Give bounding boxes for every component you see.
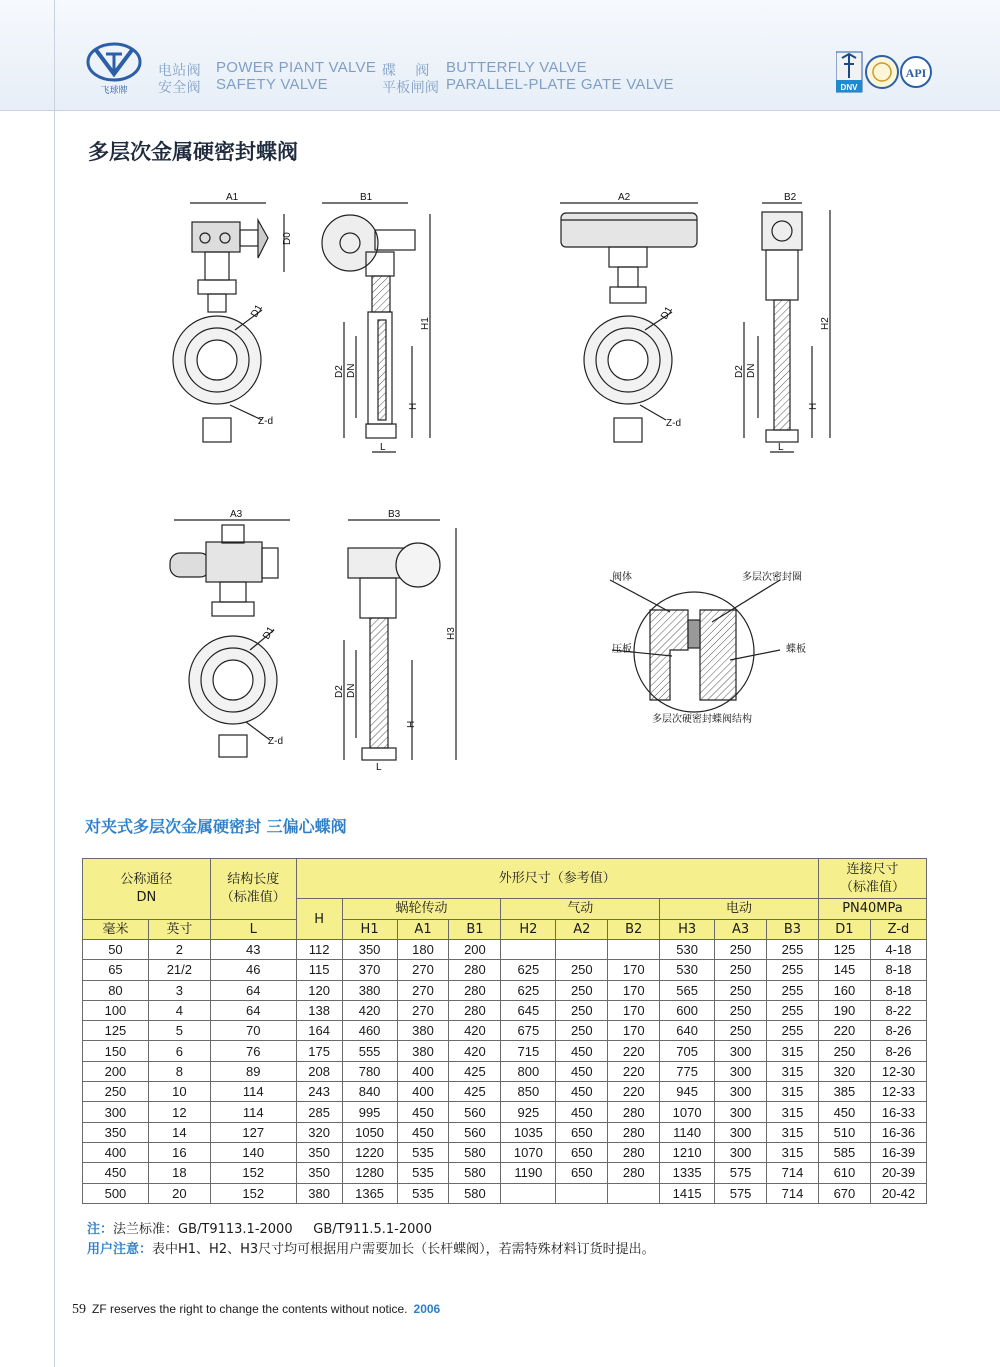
table-cell: 125 xyxy=(818,940,870,960)
table-cell: 580 xyxy=(449,1183,501,1203)
table-cell: 500 xyxy=(83,1183,149,1203)
label-l-pneu: L xyxy=(778,442,784,453)
table-cell: 255 xyxy=(767,1000,819,1020)
table-cell: 8-26 xyxy=(870,1041,926,1061)
label-h1: H1 xyxy=(420,317,431,330)
table-cell: 255 xyxy=(767,960,819,980)
table-cell: 600 xyxy=(660,1000,715,1020)
table-cell: 670 xyxy=(818,1183,870,1203)
label-d1-pneu: D1 xyxy=(659,304,675,322)
label-a2: A2 xyxy=(618,192,631,203)
table-cell: 3 xyxy=(148,980,210,1000)
col-mm: 毫米 xyxy=(83,919,149,940)
table-cell: 138 xyxy=(296,1000,342,1020)
table-cell: 315 xyxy=(767,1082,819,1102)
table-cell: 510 xyxy=(818,1122,870,1142)
label-l-worm: L xyxy=(380,442,386,453)
table-cell: 800 xyxy=(501,1061,556,1081)
table-cell: 250 xyxy=(556,1000,608,1020)
table-cell: 565 xyxy=(660,980,715,1000)
table-cell: 1050 xyxy=(342,1122,397,1142)
detail-label-disc: 蝶板 xyxy=(786,644,806,655)
table-cell: 175 xyxy=(296,1041,342,1061)
table-cell: 945 xyxy=(660,1082,715,1102)
col-h1: H1 xyxy=(342,919,397,940)
table-cell: 560 xyxy=(449,1102,501,1122)
table-cell: 1365 xyxy=(342,1183,397,1203)
table-cell: 250 xyxy=(715,1021,767,1041)
table-cell: 315 xyxy=(767,1102,819,1122)
table-row xyxy=(83,1021,927,1041)
table-cell: 450 xyxy=(397,1102,449,1122)
table-cell: 645 xyxy=(501,1000,556,1020)
detail-label-press: 压板 xyxy=(612,644,632,655)
table-cell: 420 xyxy=(342,1000,397,1020)
label-zd-elec: Z-d xyxy=(268,736,283,747)
table-cell xyxy=(556,940,608,960)
valve-drawings xyxy=(0,180,1000,820)
table-cell: 115 xyxy=(296,960,342,980)
label-zd-pneu: Z-d xyxy=(666,418,681,429)
drawing-pneumatic-front xyxy=(560,203,698,442)
header-worm: 蜗轮传动 xyxy=(342,899,501,920)
label-zd-worm: Z-d xyxy=(258,416,273,427)
table-row xyxy=(83,1102,927,1122)
table-cell: 16-39 xyxy=(870,1142,926,1162)
col-h2: H2 xyxy=(501,919,556,940)
table-cell: 705 xyxy=(660,1041,715,1061)
table-body xyxy=(83,940,927,1204)
table-cell: 150 xyxy=(83,1041,149,1061)
drawing-worm-front xyxy=(173,203,284,442)
table-cell: 64 xyxy=(210,1000,296,1020)
table-row xyxy=(83,1061,927,1081)
table-cell: 450 xyxy=(818,1102,870,1122)
table-cell: 315 xyxy=(767,1122,819,1142)
table-cell: 280 xyxy=(449,980,501,1000)
table-cell: 16-36 xyxy=(870,1122,926,1142)
header-en-safety: SAFETY VALVE xyxy=(216,76,328,93)
col-l: L xyxy=(210,919,296,940)
table-cell: 300 xyxy=(715,1102,767,1122)
table-cell: 243 xyxy=(296,1082,342,1102)
table-cell: 6 xyxy=(148,1041,210,1061)
table-cell: 280 xyxy=(608,1122,660,1142)
table-cell: 370 xyxy=(342,960,397,980)
table-cell: 220 xyxy=(608,1082,660,1102)
table-cell: 65 xyxy=(83,960,149,980)
note-user: 用户注意：表中H1、H2、H3尺寸均可根据用户需要加长（长杆蝶阀），若需特殊材料订货时提出。 xyxy=(87,1242,655,1257)
table-cell: 12-30 xyxy=(870,1061,926,1081)
label-h-pneu: H xyxy=(808,402,819,410)
table-title: 对夹式多层次金属硬密封 三偏心蝶阀 xyxy=(85,817,347,836)
table-cell: 114 xyxy=(210,1082,296,1102)
table-row xyxy=(83,1142,927,1162)
table-cell: 208 xyxy=(296,1061,342,1081)
label-d1-elec: D1 xyxy=(261,624,277,642)
table-cell: 1140 xyxy=(660,1122,715,1142)
table-cell: 420 xyxy=(449,1041,501,1061)
table-row xyxy=(83,940,927,960)
table-cell: 100 xyxy=(83,1000,149,1020)
table-cell: 320 xyxy=(296,1122,342,1142)
table-cell: 114 xyxy=(210,1102,296,1122)
label-d0: D0 xyxy=(282,232,293,245)
table-cell: 650 xyxy=(556,1163,608,1183)
table-cell: 270 xyxy=(397,1000,449,1020)
table-cell: 1190 xyxy=(501,1163,556,1183)
table-cell: 280 xyxy=(608,1142,660,1162)
header-en-gate: PARALLEL-PLATE GATE VALVE xyxy=(446,76,674,93)
table-cell: 460 xyxy=(342,1021,397,1041)
table-cell: 250 xyxy=(715,940,767,960)
cert-dnv: DNV xyxy=(840,83,858,92)
table-row xyxy=(83,1000,927,1020)
table-cell: 1335 xyxy=(660,1163,715,1183)
page-header xyxy=(0,0,1000,111)
company-logo xyxy=(84,40,144,96)
table-cell: 450 xyxy=(397,1122,449,1142)
table-cell: 43 xyxy=(210,940,296,960)
table-cell: 350 xyxy=(296,1142,342,1162)
table-cell: 250 xyxy=(83,1082,149,1102)
table-cell: 250 xyxy=(556,980,608,1000)
table-cell: 350 xyxy=(296,1163,342,1183)
spec-table xyxy=(82,858,927,1204)
table-cell: 12-33 xyxy=(870,1082,926,1102)
table-cell: 270 xyxy=(397,980,449,1000)
table-cell xyxy=(608,940,660,960)
table-cell: 400 xyxy=(397,1061,449,1081)
table-cell: 640 xyxy=(660,1021,715,1041)
table-cell: 650 xyxy=(556,1122,608,1142)
label-h-elec: H xyxy=(406,720,417,728)
table-row xyxy=(83,1082,927,1102)
table-cell: 560 xyxy=(449,1122,501,1142)
table-header-row-3 xyxy=(83,919,927,940)
table-cell: 20 xyxy=(148,1183,210,1203)
label-b3: B3 xyxy=(388,509,401,520)
table-cell: 280 xyxy=(608,1163,660,1183)
table-cell: 580 xyxy=(449,1142,501,1162)
table-cell: 250 xyxy=(556,960,608,980)
table-cell: 16-33 xyxy=(870,1102,926,1122)
table-cell: 152 xyxy=(210,1183,296,1203)
table-cell: 46 xyxy=(210,960,296,980)
table-cell: 20-39 xyxy=(870,1163,926,1183)
label-b1: B1 xyxy=(360,192,373,203)
col-a1: A1 xyxy=(397,919,449,940)
header-en-power: POWER PIANT VALVE xyxy=(216,59,377,76)
table-cell: 5 xyxy=(148,1021,210,1041)
header-dims: 外形尺寸（参考值） xyxy=(296,859,818,899)
label-a1: A1 xyxy=(226,192,239,203)
header-electric: 电动 xyxy=(660,899,819,920)
label-dn-worm: DN xyxy=(346,363,357,378)
label-dn-elec: DN xyxy=(346,683,357,698)
label-l-elec: L xyxy=(376,762,382,773)
footer-text: ZF reserves the right to change the contents without notice. xyxy=(92,1302,408,1316)
label-d2-elec: D2 xyxy=(334,685,345,698)
table-cell: 127 xyxy=(210,1122,296,1142)
table-cell: 152 xyxy=(210,1163,296,1183)
table-cell: 250 xyxy=(556,1021,608,1041)
table-cell: 350 xyxy=(342,940,397,960)
table-cell: 625 xyxy=(501,960,556,980)
table-cell: 220 xyxy=(608,1041,660,1061)
table-cell: 580 xyxy=(449,1163,501,1183)
table-cell: 8-22 xyxy=(870,1000,926,1020)
table-cell: 220 xyxy=(608,1061,660,1081)
table-cell: 530 xyxy=(660,940,715,960)
table-cell: 70 xyxy=(210,1021,296,1041)
drawing-electric-side xyxy=(344,520,456,760)
footer-year: 2006 xyxy=(413,1302,441,1316)
table-cell: 300 xyxy=(715,1041,767,1061)
col-inch: 英寸 xyxy=(148,919,210,940)
table-cell: 300 xyxy=(715,1142,767,1162)
drawing-pneumatic-side xyxy=(744,203,830,452)
table-cell: 89 xyxy=(210,1061,296,1081)
header-cn-gate: 平板闸阀 xyxy=(382,80,440,96)
table-cell: 555 xyxy=(342,1041,397,1061)
table-cell: 8-18 xyxy=(870,960,926,980)
table-cell: 380 xyxy=(296,1183,342,1203)
note-flange: 注：法兰标准：GB/T9113.1-2000 GB/T911.5.1-2000 xyxy=(87,1222,432,1237)
table-row xyxy=(83,980,927,1000)
table-row xyxy=(83,1122,927,1142)
table-cell: 385 xyxy=(818,1082,870,1102)
table-cell: 575 xyxy=(715,1163,767,1183)
table-cell: 450 xyxy=(556,1061,608,1081)
label-h2: H2 xyxy=(820,317,831,330)
table-cell: 535 xyxy=(397,1183,449,1203)
table-cell: 4 xyxy=(148,1000,210,1020)
table-cell: 190 xyxy=(818,1000,870,1020)
table-cell xyxy=(608,1183,660,1203)
page-footer xyxy=(72,1302,440,1318)
table-cell xyxy=(556,1183,608,1203)
col-a2: A2 xyxy=(556,919,608,940)
table-cell: 380 xyxy=(342,980,397,1000)
table-cell: 250 xyxy=(715,960,767,980)
table-cell: 14 xyxy=(148,1122,210,1142)
table-cell: 164 xyxy=(296,1021,342,1041)
table-cell: 8 xyxy=(148,1061,210,1081)
table-cell: 650 xyxy=(556,1142,608,1162)
col-h3: H3 xyxy=(660,919,715,940)
table-cell: 170 xyxy=(608,960,660,980)
header-pn: PN40MPa xyxy=(818,899,926,920)
header-en-butterfly: BUTTERFLY VALVE xyxy=(446,59,587,76)
col-a3: A3 xyxy=(715,919,767,940)
seal-icon xyxy=(866,56,898,88)
detail-label-seal: 多层次密封圈 xyxy=(742,572,802,583)
table-cell: 350 xyxy=(83,1122,149,1142)
table-cell: 145 xyxy=(818,960,870,980)
cert-api: API xyxy=(905,66,927,80)
table-cell: 4-18 xyxy=(870,940,926,960)
table-cell xyxy=(501,1183,556,1203)
table-cell: 675 xyxy=(501,1021,556,1041)
table-cell: 220 xyxy=(818,1021,870,1041)
table-cell: 120 xyxy=(296,980,342,1000)
table-cell: 530 xyxy=(660,960,715,980)
label-b2: B2 xyxy=(784,192,797,203)
label-h3: H3 xyxy=(446,627,457,640)
drawing-worm-side xyxy=(322,203,430,452)
table-cell: 995 xyxy=(342,1102,397,1122)
table-cell: 180 xyxy=(397,940,449,960)
table-cell: 1035 xyxy=(501,1122,556,1142)
table-cell: 535 xyxy=(397,1163,449,1183)
table-cell: 320 xyxy=(818,1061,870,1081)
table-cell: 285 xyxy=(296,1102,342,1122)
table-cell: 1220 xyxy=(342,1142,397,1162)
table-row xyxy=(83,1163,927,1183)
table-cell: 575 xyxy=(715,1183,767,1203)
table-cell: 270 xyxy=(397,960,449,980)
table-cell: 714 xyxy=(767,1183,819,1203)
table-cell xyxy=(501,940,556,960)
col-b3: B3 xyxy=(767,919,819,940)
table-cell: 425 xyxy=(449,1061,501,1081)
table-cell: 585 xyxy=(818,1142,870,1162)
table-cell: 125 xyxy=(83,1021,149,1041)
table-cell: 80 xyxy=(83,980,149,1000)
label-a3: A3 xyxy=(230,509,243,520)
table-cell: 1070 xyxy=(501,1142,556,1162)
header-h: H xyxy=(296,899,342,940)
table-cell: 315 xyxy=(767,1061,819,1081)
table-cell: 315 xyxy=(767,1142,819,1162)
table-cell: 300 xyxy=(715,1122,767,1142)
table-cell: 1070 xyxy=(660,1102,715,1122)
table-cell: 450 xyxy=(83,1163,149,1183)
detail-label-body: 阀体 xyxy=(612,572,632,583)
table-cell: 300 xyxy=(83,1102,149,1122)
table-cell: 775 xyxy=(660,1061,715,1081)
table-cell: 20-42 xyxy=(870,1183,926,1203)
table-cell: 925 xyxy=(501,1102,556,1122)
label-d2-pneu: D2 xyxy=(734,365,745,378)
header-cn-butterfly: 碟 阀 xyxy=(382,63,430,79)
table-cell: 250 xyxy=(715,1000,767,1020)
table-cell: 200 xyxy=(449,940,501,960)
table-cell: 850 xyxy=(501,1082,556,1102)
table-cell: 280 xyxy=(449,960,501,980)
table-cell: 450 xyxy=(556,1102,608,1122)
table-cell: 50 xyxy=(83,940,149,960)
col-d1: D1 xyxy=(818,919,870,940)
label-dn-pneu: DN xyxy=(746,363,757,378)
table-cell: 280 xyxy=(449,1000,501,1020)
table-cell: 610 xyxy=(818,1163,870,1183)
header-length: 结构长度 （标准值） xyxy=(210,859,296,920)
table-cell: 170 xyxy=(608,1000,660,1020)
table-cell: 535 xyxy=(397,1142,449,1162)
logo-text: 飞球牌 xyxy=(100,86,128,96)
header-cn-power: 电站阀 xyxy=(158,63,201,79)
table-cell: 380 xyxy=(397,1041,449,1061)
table-cell: 250 xyxy=(818,1041,870,1061)
table-header-row-1 xyxy=(83,859,927,899)
table-cell: 2 xyxy=(148,940,210,960)
table-cell: 12 xyxy=(148,1102,210,1122)
table-cell: 170 xyxy=(608,980,660,1000)
table-row xyxy=(83,960,927,980)
table-cell: 300 xyxy=(715,1082,767,1102)
label-d2-worm: D2 xyxy=(334,365,345,378)
table-cell: 840 xyxy=(342,1082,397,1102)
table-cell: 76 xyxy=(210,1041,296,1061)
table-cell: 21/2 xyxy=(148,960,210,980)
table-row xyxy=(83,1183,927,1203)
table-cell: 18 xyxy=(148,1163,210,1183)
col-b1: B1 xyxy=(449,919,501,940)
table-cell: 450 xyxy=(556,1082,608,1102)
certification-logos xyxy=(836,50,932,94)
detail-caption: 多层次硬密封蝶阀结构 xyxy=(652,714,752,725)
table-cell: 64 xyxy=(210,980,296,1000)
table-cell: 450 xyxy=(556,1041,608,1061)
label-h-worm: H xyxy=(408,402,419,410)
table-cell: 1280 xyxy=(342,1163,397,1183)
table-cell: 425 xyxy=(449,1082,501,1102)
table-cell: 250 xyxy=(715,980,767,1000)
table-cell: 625 xyxy=(501,980,556,1000)
table-cell: 714 xyxy=(767,1163,819,1183)
header-pneumatic: 气动 xyxy=(501,899,660,920)
table-cell: 400 xyxy=(83,1142,149,1162)
table-cell: 255 xyxy=(767,940,819,960)
table-cell: 8-18 xyxy=(870,980,926,1000)
drawing-seal-detail xyxy=(610,580,780,712)
header-conn: 连接尺寸 （标准值） xyxy=(818,859,926,899)
table-cell: 140 xyxy=(210,1142,296,1162)
table-row xyxy=(83,1041,927,1061)
col-zd: Z-d xyxy=(870,919,926,940)
table-cell: 400 xyxy=(397,1082,449,1102)
col-b2: B2 xyxy=(608,919,660,940)
table-cell: 315 xyxy=(767,1041,819,1061)
table-cell: 715 xyxy=(501,1041,556,1061)
label-d1-worm: D1 xyxy=(249,302,265,320)
table-cell: 112 xyxy=(296,940,342,960)
table-cell: 255 xyxy=(767,1021,819,1041)
table-cell: 8-26 xyxy=(870,1021,926,1041)
page-number: 59 xyxy=(72,1302,86,1317)
table-cell: 255 xyxy=(767,980,819,1000)
table-cell: 160 xyxy=(818,980,870,1000)
table-cell: 280 xyxy=(608,1102,660,1122)
page-title: 多层次金属硬密封蝶阀 xyxy=(88,140,298,164)
table-cell: 10 xyxy=(148,1082,210,1102)
table-cell: 300 xyxy=(715,1061,767,1081)
table-cell: 1415 xyxy=(660,1183,715,1203)
table-cell: 16 xyxy=(148,1142,210,1162)
header-cn-safety: 安全阀 xyxy=(158,80,201,96)
table-cell: 380 xyxy=(397,1021,449,1041)
header-nominal: 公称通径 DN xyxy=(83,859,211,920)
table-cell: 780 xyxy=(342,1061,397,1081)
table-cell: 1210 xyxy=(660,1142,715,1162)
table-cell: 200 xyxy=(83,1061,149,1081)
table-cell: 420 xyxy=(449,1021,501,1041)
table-cell: 170 xyxy=(608,1021,660,1041)
